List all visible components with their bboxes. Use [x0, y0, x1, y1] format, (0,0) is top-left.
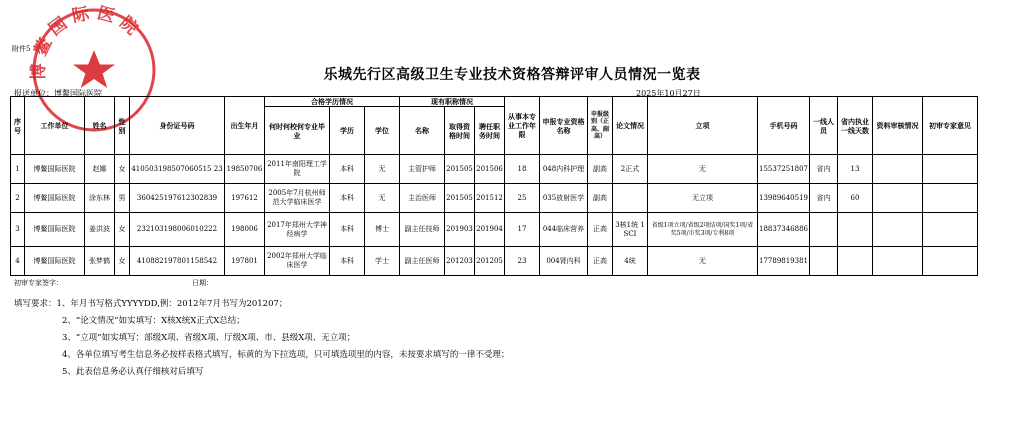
col-degree: 学历: [330, 107, 365, 155]
cell-degree: 本科: [330, 155, 365, 184]
unit-name: 博鳌国际医院: [54, 89, 102, 98]
table-row: [11, 155, 978, 184]
cell-degree: 本科: [330, 213, 365, 247]
cell-appoint: 201506: [475, 155, 505, 184]
cell-paper: 4统: [613, 247, 648, 276]
col-level: 申报级别（正高、副高）: [588, 97, 613, 155]
col-expert: 初审专家意见: [923, 97, 978, 155]
cell-apply: 048内科护理: [540, 155, 588, 184]
cell-apply: 035放射医学: [540, 184, 588, 213]
notes-lead: 填写要求：: [14, 299, 57, 309]
cell-expert: [923, 184, 978, 213]
form-date: 2025年10月27日: [636, 89, 701, 98]
cell-title-name: 副主任技师: [400, 213, 445, 247]
cell-years: 18: [505, 155, 540, 184]
cell-name: 涂东林: [85, 184, 115, 213]
cell-xuewei: 博士: [365, 213, 400, 247]
cell-unit: 博鳌国际医院: [25, 213, 85, 247]
cell-obtain: 201903: [445, 213, 475, 247]
cell-level: 正高: [588, 213, 613, 247]
cell-expert: [923, 213, 978, 247]
cell-unit: 博鳌国际医院: [25, 184, 85, 213]
cell-school: 2011年南阳理工学院: [265, 155, 330, 184]
cell-first-line: [810, 213, 838, 247]
cell-seq: 3: [11, 213, 25, 247]
col-first-line: 一线人员: [810, 97, 838, 155]
cell-obtain: 201203: [445, 247, 475, 276]
cell-xuewei: 学士: [365, 247, 400, 276]
note-item: 3、“立项”如实填写：部级X项、省级X项、厅级X项、市、县级X项、无立项；: [62, 333, 356, 343]
col-xuewei: 学位: [365, 107, 400, 155]
cell-first-line: [810, 247, 838, 276]
cell-birth: 19850706: [225, 155, 265, 184]
col-years: 从事本专业工作年限: [505, 97, 540, 155]
cell-gender: 男: [115, 184, 130, 213]
cell-province-days: 13: [838, 155, 873, 184]
cell-birth: 198006: [225, 213, 265, 247]
cell-review: [873, 247, 923, 276]
col-apply: 申报专业资格名称: [540, 97, 588, 155]
signature-date-label: 日期：: [192, 279, 213, 287]
note-line: [14, 296, 509, 313]
cell-xuewei: 无: [365, 184, 400, 213]
cell-first-line: 省内: [810, 184, 838, 213]
cell-xuewei: 无: [365, 155, 400, 184]
cell-project: 省级1项立项/省级2项结项/国奖1项/省奖5项/市奖3项/专利8项: [648, 213, 758, 247]
cell-school: 2017年郑州大学神经病学: [265, 213, 330, 247]
cell-name: 姜洪波: [85, 213, 115, 247]
expert-signature-label: 初审专家签字：: [14, 279, 63, 287]
cell-appoint: 201904: [475, 213, 505, 247]
col-appoint: 聘任职务时间: [475, 107, 505, 155]
cell-degree: 本科: [330, 247, 365, 276]
cell-obtain: 201505: [445, 184, 475, 213]
col-province-days: 省内执业一线天数: [838, 97, 873, 155]
cell-appoint: 201512: [475, 184, 505, 213]
cell-years: 23: [505, 247, 540, 276]
col-title-name: 名称: [400, 107, 445, 155]
cell-review: [873, 155, 923, 184]
cell-id: 232103198006010222: [130, 213, 225, 247]
cell-title-name: 主治医师: [400, 184, 445, 213]
col-phone: 手机号码: [758, 97, 810, 155]
cell-school: 2002年郑州大学临床医学: [265, 247, 330, 276]
col-obtain: 取得资格时间: [445, 107, 475, 155]
cell-birth: 197612: [225, 184, 265, 213]
cell-obtain: 201505: [445, 155, 475, 184]
cell-expert: [923, 155, 978, 184]
group-education: 合格学历情况: [265, 97, 400, 107]
cell-phone: 18837346886: [758, 213, 810, 247]
cell-paper: 2正式: [613, 155, 648, 184]
col-id: 身份证号码: [130, 97, 225, 155]
cell-gender: 女: [115, 247, 130, 276]
cell-expert: [923, 247, 978, 276]
cell-project: 无立项: [648, 184, 758, 213]
col-unit: 工作单位: [25, 97, 85, 155]
cell-gender: 女: [115, 213, 130, 247]
cell-apply: 004肾内科: [540, 247, 588, 276]
cell-province-days: 60: [838, 184, 873, 213]
cell-years: 17: [505, 213, 540, 247]
cell-degree: 本科: [330, 184, 365, 213]
col-review: 资料审核情况: [873, 97, 923, 155]
applicant-table: [10, 96, 978, 276]
col-paper: 论文情况: [613, 97, 648, 155]
cell-id: 360425197612302839: [130, 184, 225, 213]
cell-paper: [613, 184, 648, 213]
table-row: [11, 184, 978, 213]
cell-seq: 2: [11, 184, 25, 213]
cell-province-days: [838, 247, 873, 276]
group-title-status: 现有职称情况: [400, 97, 505, 107]
col-seq: 序号: [11, 97, 25, 155]
cell-level: 副高: [588, 155, 613, 184]
col-birth: 出生年月: [225, 97, 265, 155]
cell-level: 正高: [588, 247, 613, 276]
cell-level: 副高: [588, 184, 613, 213]
cell-phone: 13989640519: [758, 184, 810, 213]
note-item: 1、年月书写格式YYYYDD,例：2012年7月书写为201207；: [56, 299, 288, 309]
cell-birth: 197801: [225, 247, 265, 276]
cell-phone: 15537251807: [758, 155, 810, 184]
unit-label: 报送单位：: [14, 89, 54, 98]
cell-id: 410503198507060515 23: [130, 155, 225, 184]
cell-school: 2005年7月杭州师范大学临床医学: [265, 184, 330, 213]
cell-project: 无: [648, 247, 758, 276]
cell-seq: 1: [11, 155, 25, 184]
col-school: 何时何校何专业毕业: [265, 107, 330, 155]
cell-phone: 17789819381: [758, 247, 810, 276]
note-item: 4、各单位填写考生信息务必按样表格式填写，标黄的为下拉选项，只可填选项里的内容，未按要求填写的一律不受理；: [62, 350, 510, 360]
note-item: 2、“论文情况”如实填写：X核X统X正式X总结；: [62, 316, 245, 326]
cell-id: 410882197801158542: [130, 247, 225, 276]
col-name: 姓名: [85, 97, 115, 155]
cell-title-name: 副主任医师: [400, 247, 445, 276]
cell-years: 25: [505, 184, 540, 213]
cell-unit: 博鳌国际医院: [25, 155, 85, 184]
cell-name: 张梦鹤: [85, 247, 115, 276]
cell-seq: 4: [11, 247, 25, 276]
cell-gender: 女: [115, 155, 130, 184]
cell-paper: 3核1统 1SCI: [613, 213, 648, 247]
cell-unit: 博鳌国际医院: [25, 247, 85, 276]
note-item: 5、此表信息务必认真仔细核对后填写: [62, 367, 204, 377]
cell-province-days: [838, 213, 873, 247]
cell-name: 赵娜: [85, 155, 115, 184]
filling-requirements: [14, 296, 509, 381]
svg-text:博鳌国际医院: 博鳌国际医院: [28, 2, 146, 81]
col-project: 立项: [648, 97, 758, 155]
cell-appoint: 201205: [475, 247, 505, 276]
table-row: [11, 247, 978, 276]
cell-review: [873, 184, 923, 213]
annex-label: 附件5: [12, 45, 31, 53]
cell-title-name: 主管护师: [400, 155, 445, 184]
cell-first-line: 省内: [810, 155, 838, 184]
cell-review: [873, 213, 923, 247]
cell-project: 无: [648, 155, 758, 184]
col-gender: 性别: [115, 97, 130, 155]
cell-apply: 044临床营养: [540, 213, 588, 247]
table-row: [11, 213, 978, 247]
page-title: 乐城先行区高级卫生专业技术资格答辩评审人员情况一览表: [323, 67, 701, 83]
